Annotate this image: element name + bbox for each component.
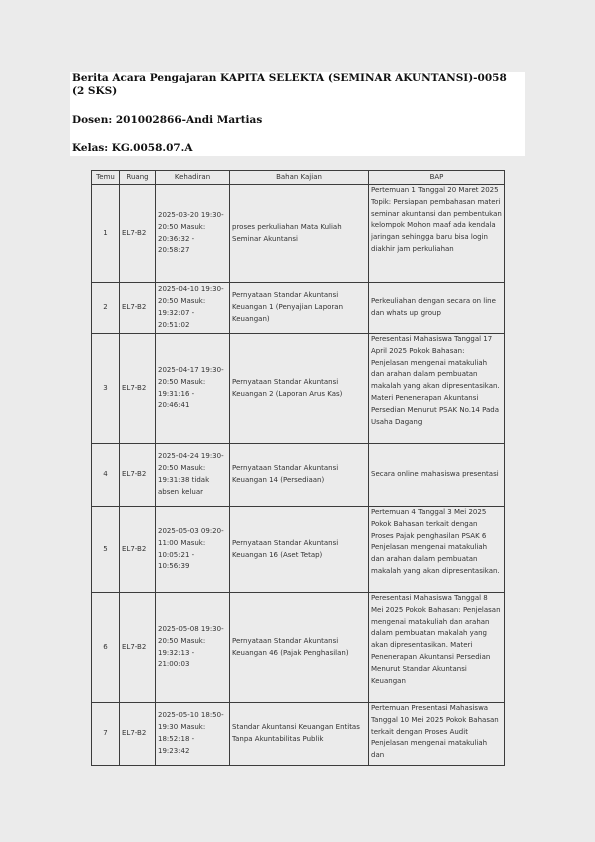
table-row (92, 507, 505, 593)
cell-ruang: EL7-B2 (120, 283, 156, 334)
cell-temu: 2 (92, 283, 120, 334)
column-header-bap: BAP (369, 171, 505, 185)
cell-bahan-kajian: Pernyataan Standar Akuntansi Keuangan 2 (Laporan Arus Kas) (230, 334, 369, 444)
document-title: Berita Acara Pengajaran KAPITA SELEKTA (SEMINAR AKUNTANSI)-0058 (2 SKS) (72, 72, 507, 97)
cell-bahan-kajian: Pernyataan Standar Akuntansi Keuangan 14 (Persediaan) (230, 444, 369, 507)
column-header-temu: Temu (92, 171, 120, 185)
cell-kehadiran: 2025-05-08 19:30-20:50 Masuk: 19:32:13 - 21:00:03 (156, 593, 230, 703)
cell-kehadiran: 2025-04-10 19:30-20:50 Masuk: 19:32:07 - 20:51:02 (156, 283, 230, 334)
column-header-ruang: Ruang (120, 171, 156, 185)
cell-kehadiran: 2025-03-20 19:30-20:50 Masuk: 20:36:32 - 20:58:27 (156, 185, 230, 283)
cell-temu: 5 (92, 507, 120, 593)
cell-bahan-kajian: Pernyataan Standar Akuntansi Keuangan 46 (Pajak Penghasilan) (230, 593, 369, 703)
cell-ruang: EL7-B2 (120, 507, 156, 593)
cell-kehadiran: 2025-04-24 19:30-20:50 Masuk: 19:31:38 tidak absen keluar (156, 444, 230, 507)
cell-bahan-kajian: proses perkuliahan Mata Kuliah Seminar Akuntansi (230, 185, 369, 283)
cell-temu: 1 (92, 185, 120, 283)
table-header-row (92, 171, 505, 185)
cell-ruang: EL7-B2 (120, 444, 156, 507)
cell-bahan-kajian: Pernyataan Standar Akuntansi Keuangan 16 (Aset Tetap) (230, 507, 369, 593)
lecturer-info: Dosen: 201002866-Andi Martias (72, 114, 263, 126)
table-row (92, 283, 505, 334)
cell-bap: Secara online mahasiswa presentasi (369, 444, 505, 507)
table-row (92, 334, 505, 444)
cell-bahan-kajian: Pernyataan Standar Akuntansi Keuangan 1 (Penyajian Laporan Keuangan) (230, 283, 369, 334)
cell-bahan-kajian: Standar Akuntansi Keuangan Entitas Tanpa Akuntabilitas Publik (230, 703, 369, 766)
cell-bap: Pertemuan 4 Tanggal 3 Mei 2025 Pokok Bahasan terkait dengan Proses Pajak penghasilan PSAK 6 Penjelasan mengenai matakuliah dan arahan dalam pembuatan makalah yang akan dipresentasikan. (369, 507, 505, 593)
class-info: Kelas: KG.0058.07.A (72, 142, 193, 154)
column-header-kehadiran: Kehadiran (156, 171, 230, 185)
cell-ruang: EL7-B2 (120, 334, 156, 444)
teaching-record-table (91, 170, 505, 766)
cell-bap: Pertemuan Presentasi Mahasiswa Tanggal 10 Mei 2025 Pokok Bahasan terkait dengan Proses Audit Penjelasan mengenai matakuliah dan (369, 703, 505, 766)
cell-temu: 7 (92, 703, 120, 766)
cell-ruang: EL7-B2 (120, 593, 156, 703)
cell-kehadiran: 2025-04-17 19:30-20:50 Masuk: 19:31:16 - 20:46:41 (156, 334, 230, 444)
table-row (92, 185, 505, 283)
cell-bap: Pertemuan 1 Tanggal 20 Maret 2025 Topik: Persiapan pembahasan materi seminar akuntansi dan pembentukan kelompok Mohon maaf ada kendala jaringan sehingga baru bisa login diakhir jam perkuliahan (369, 185, 505, 283)
cell-temu: 3 (92, 334, 120, 444)
cell-ruang: EL7-B2 (120, 703, 156, 766)
cell-kehadiran: 2025-05-10 18:50-19:30 Masuk: 18:52:18 - 19:23:42 (156, 703, 230, 766)
document-header (70, 72, 525, 156)
cell-bap: Perkeuliahan dengan secara on line dan whats up group (369, 283, 505, 334)
cell-temu: 4 (92, 444, 120, 507)
column-header-bahan-kajian: Bahan Kajian (230, 171, 369, 185)
cell-bap: Peresentasi Mahasiswa Tanggal 17 April 2025 Pokok Bahasan: Penjelasan mengenai matakuliah dan arahan dalam pembuatan makalah yang akan dipresentasikan. Materi Penenerapan Akuntansi Persedian Menurut PSAK No.14 Pada Usaha Dagang (369, 334, 505, 444)
cell-temu: 6 (92, 593, 120, 703)
table-row (92, 703, 505, 766)
cell-bap: Peresentasi Mahasiswa Tanggal 8 Mei 2025 Pokok Bahasan: Penjelasan mengenai matakuliah dan arahan dalam pembuatan makalah yang akan dipresentasikan. Materi Penenerapan Akuntansi Persedian Menurut Standar Akuntansi Keuangan (369, 593, 505, 703)
table-row (92, 444, 505, 507)
cell-kehadiran: 2025-05-03 09:20-11:00 Masuk: 10:05:21 - 10:56:39 (156, 507, 230, 593)
cell-ruang: EL7-B2 (120, 185, 156, 283)
table-row (92, 593, 505, 703)
